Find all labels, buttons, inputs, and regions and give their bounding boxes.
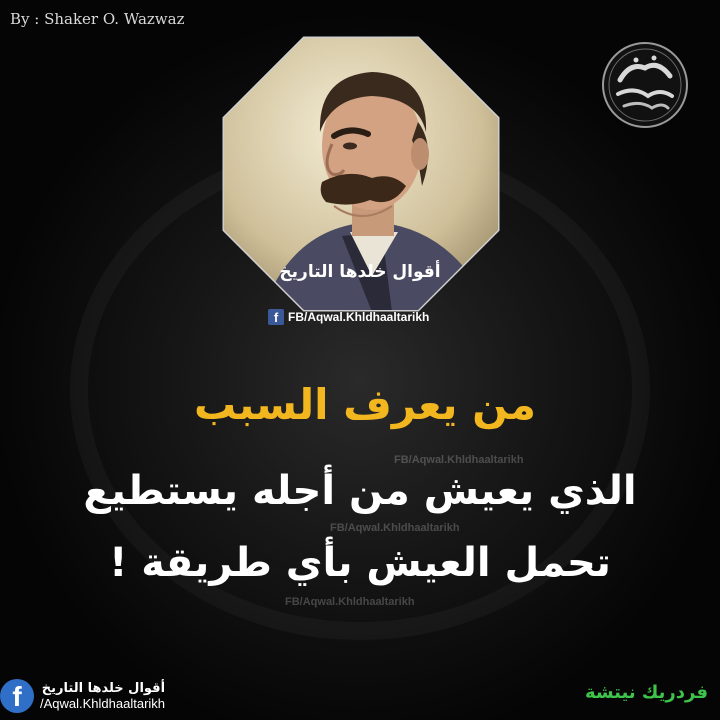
facebook-handle-row [268, 306, 429, 328]
seal-logo-icon [600, 40, 690, 130]
footer-text [40, 681, 165, 711]
footer-handle: /Aqwal.Khldhaaltarikh [40, 696, 166, 711]
facebook-handle: FB/Aqwal.Khldhaaltarikh [288, 310, 430, 324]
watermark: FB/Aqwal.Khldhaaltarikh [285, 596, 415, 608]
quote-highlight: من يعرف السبب [194, 380, 536, 429]
quote-author: فردريك نيتشة [584, 682, 708, 703]
footer-brand [0, 676, 165, 716]
quote-line-2: تحمل العيش بأي طريقة ! [109, 540, 611, 586]
page-title: أقوال خلدها التاريخ [279, 262, 441, 282]
quote-line-1: الذي يعيش من أجله يستطيع [83, 468, 637, 514]
watermark: FB/Aqwal.Khldhaaltarikh [330, 522, 460, 534]
facebook-icon: f [0, 679, 34, 713]
facebook-icon: f [268, 309, 284, 325]
watermark: FB/Aqwal.Khldhaaltarikh [394, 454, 524, 466]
image-credit: By : Shaker O. Wazwaz [10, 10, 185, 28]
footer-page-name: أقوال خلدها التاريخ [41, 681, 166, 696]
